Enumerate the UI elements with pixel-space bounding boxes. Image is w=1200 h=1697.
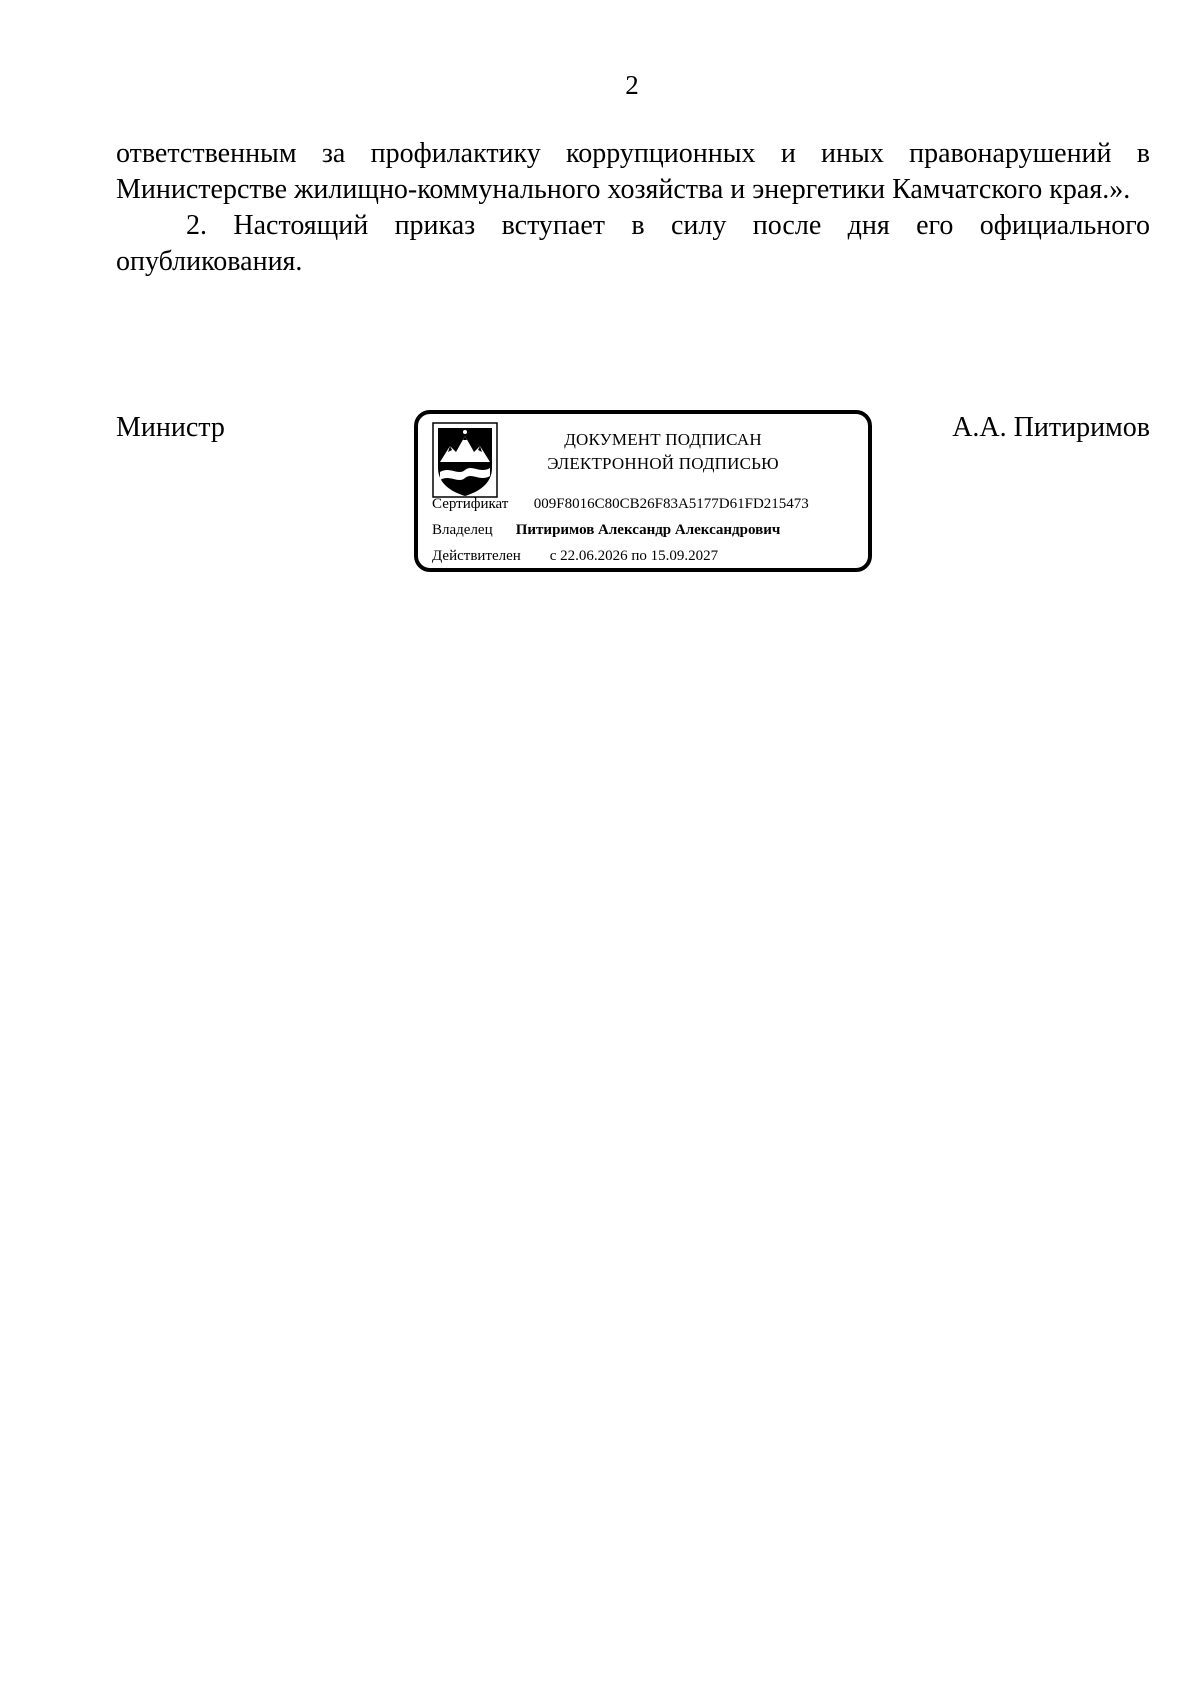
validity-row <box>432 548 718 565</box>
electronic-signature-stamp <box>414 410 872 572</box>
owner-value: Питиримов Александр Александрович <box>515 522 781 538</box>
validity-value: с 22.06.2026 по 15.09.2027 <box>549 548 719 564</box>
signer-name: А.А. Питиримов <box>952 412 1150 443</box>
page-number: 2 <box>625 70 639 100</box>
kamchatka-coat-of-arms-icon <box>432 422 498 498</box>
certificate-row <box>432 496 809 513</box>
validity-label: Действителен <box>432 548 521 564</box>
certificate-label: Сертификат <box>432 496 509 512</box>
owner-row <box>432 522 780 539</box>
owner-label: Владелец <box>432 522 493 538</box>
paragraph-2: 2. Настоящий приказ вступает в силу после дня его официального опубликования. <box>116 210 1150 277</box>
signer-title: Министр <box>116 412 225 443</box>
paragraph-continuation: ответственным за профилактику коррупционных и иных правонарушений в Министерстве жилищно-коммунального хозяйства и энергетики Камчатского края.». <box>116 138 1150 205</box>
body-text <box>116 136 1150 280</box>
certificate-value: 009F8016C80CB26F83A5177D61FD215473 <box>533 496 809 512</box>
stamp-heading-line2: ЭЛЕКТРОННОЙ ПОДПИСЬЮ <box>547 454 779 473</box>
stamp-heading-line1: ДОКУМЕНТ ПОДПИСАН <box>564 430 762 449</box>
